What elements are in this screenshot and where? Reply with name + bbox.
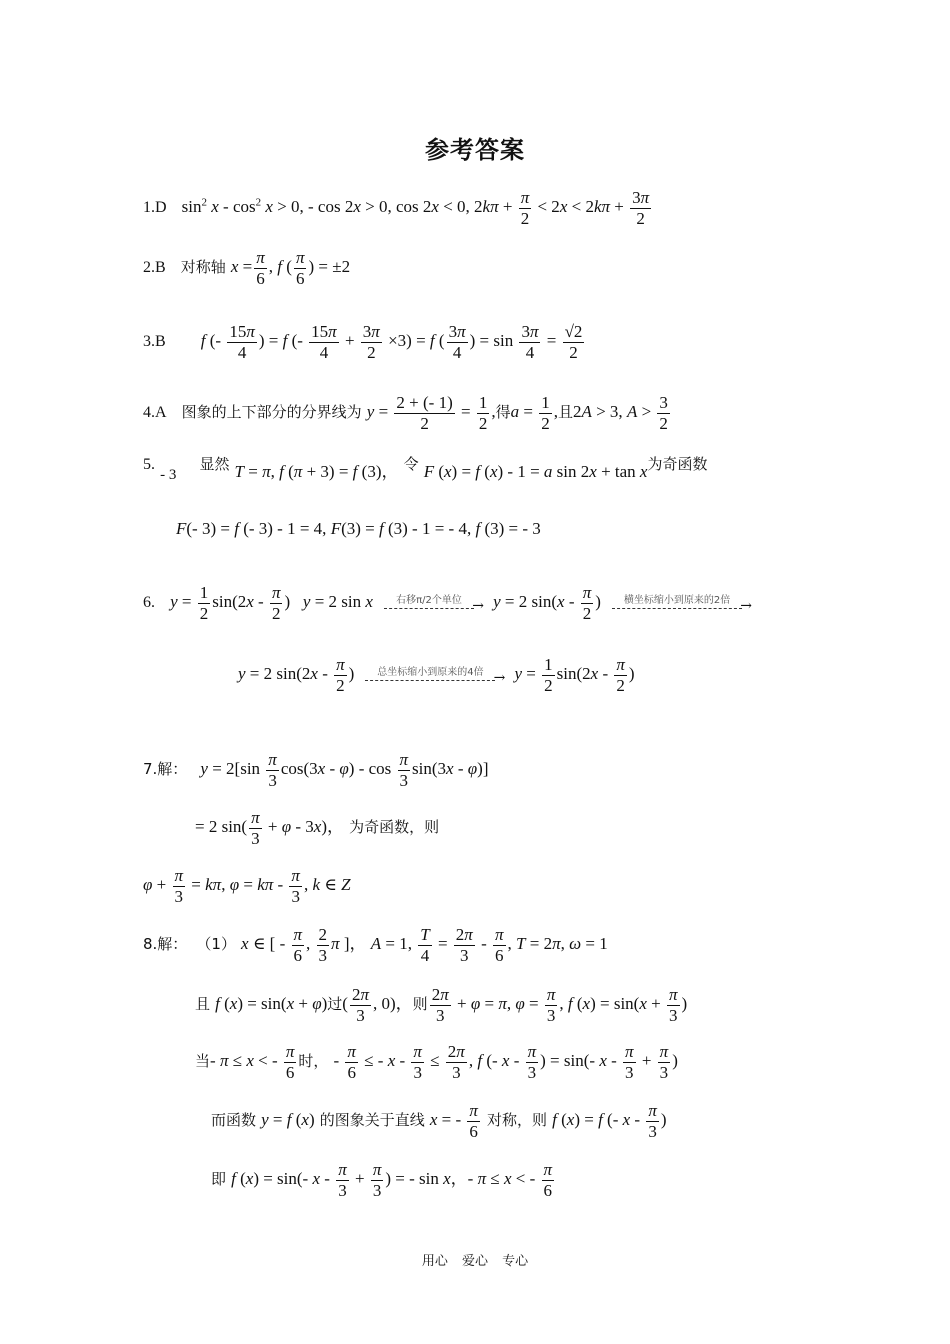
answer-label: 3.B: [143, 332, 166, 350]
transform-arrow: 总坐标缩小到原来的4倍 →: [365, 668, 495, 681]
answer-8: 8.解： （1） x ∈ [ - $\frac{\pi}{6}$ , $\frac{2}{3}$ π ]， A = 1, $\frac{T}{4}$ = $\frac{2\pi}{3}$ - $\frac{\pi}{6}$ , T = 2π, ω = 1: [143, 925, 608, 965]
answer-3: 3.B f (- $\frac{15\pi}{4}$ ) = f (- $\frac{15\pi}{4}$ + $\frac{3\pi}{2}$ ×3) = f ( $\frac{3\pi}{4}$ ) = sin $\frac{3\pi}{4}$ = $\frac{√2}{2}$: [143, 322, 583, 362]
answer-1: 1.D $\sin^2 x - \cos^2 x > 0$, - cos 2x > 0, cos 2x < 0, 2kπ + $\frac{\pi}{2}$ < 2x < 2kπ + $\frac{3\pi}{2}$: [143, 188, 650, 228]
answer-8-line5: 即 f (x) = sin(- x - $\frac{\pi}{3}$ + $\frac{\pi}{3}$ ) = - sin x，- π ≤ x < - $\frac{\pi}{6}$: [211, 1160, 553, 1200]
answer-7-cont2: φ + $\frac{\pi}{3}$ = kπ, φ = kπ - $\frac{\pi}{3}$ , k ∈ Z: [143, 866, 351, 906]
page-footer: 用心 爱心 专心: [421, 1254, 529, 1269]
page-title: 参考答案: [425, 136, 525, 164]
answer-5: 5. - 3 显然 T = π, f (π + 3) = f (3)， 令 F (x) = f (x) - 1 = a sin 2x + tan x为奇函数: [143, 455, 708, 483]
answer-label: 8.解：: [143, 934, 188, 953]
answer-label: 2.B: [143, 258, 166, 276]
answer-label: 5.: [143, 456, 155, 473]
answer-label: 7.解：: [143, 759, 188, 778]
transform-arrow: 右移π/2个单位 →: [384, 596, 474, 609]
answer-label: 4.A: [143, 403, 167, 421]
answer-7: 7.解： y = 2[sin $\frac{\pi}{3}$ cos(3x - φ) - cos $\frac{\pi}{3}$ sin(3x - φ)]: [143, 750, 489, 790]
answer-2: 2.B 对称轴 x = $\frac{\pi}{6}$ , f ( $\frac{\pi}{6}$ ) = ±2: [143, 248, 351, 288]
answer-text: 图象的上下部分的分界线为: [181, 402, 362, 421]
answer-4: 4.A 图象的上下部分的分界线为 y = $\frac{2 + (- 1)}{2}$ = $\frac{1}{2}$ ,得a = $\frac{1}{2}$ ,且2A > 3, A > $\frac{3}{2}$: [143, 393, 668, 433]
answer-8-line2: 且 f (x) = sin(x + φ)过( $\frac{2\pi}{3}$ , 0)，则 $\frac{2\pi}{3}$ + φ = π, φ = $\frac{\pi}{3}$ , f (x) = sin(x + $\frac{\pi}{3}$ ): [195, 985, 688, 1025]
answer-7-cont: = 2 sin( $\frac{\pi}{3}$ + φ - 3x)， 为奇函数，则: [195, 808, 440, 848]
answer-8-line4: 而函数 y = f (x) 的图象关于直线 x = - $\frac{\pi}{6}$ 对称，则 f (x) = f (- x - $\frac{\pi}{3}$ ): [211, 1101, 667, 1141]
transform-arrow: 横坐标缩小到原来的2倍 →: [612, 596, 742, 609]
answer-6: 6. y = $\frac{1}{2}$ sin(2x - $\frac{\pi}{2}$ ) y = 2 sin x 右移π/2个单位 → y = 2 sin(x - $\frac{\pi}{2}$ ) 横坐标缩小到原来的2倍 →: [143, 583, 748, 623]
answer-8-line3: 当- π ≤ x < - $\frac{\pi}{6}$ 时， - $\frac{\pi}{6}$ ≤ - x - $\frac{\pi}{3}$ ≤ $\frac{2\pi}{3}$ , f (- x - $\frac{\pi}{3}$ ) = sin(- x - $\frac{\pi}{3}$ + $\frac{\pi}{3}$ ): [195, 1042, 678, 1082]
answer-label: 1.D: [143, 198, 167, 216]
answer-6-cont: y = 2 sin(2x - $\frac{\pi}{2}$ ) 总坐标缩小到原来的4倍 → y = $\frac{1}{2}$ sin(2x - $\frac{\pi}{2}$ ): [238, 655, 635, 695]
answer-label: 6.: [143, 593, 155, 611]
answer-text: 对称轴: [180, 257, 226, 276]
answer-5-cont: F(- 3) = f (- 3) - 1 = 4, F(3) = f (3) - 1 = - 4, f (3) = - 3: [176, 519, 541, 538]
